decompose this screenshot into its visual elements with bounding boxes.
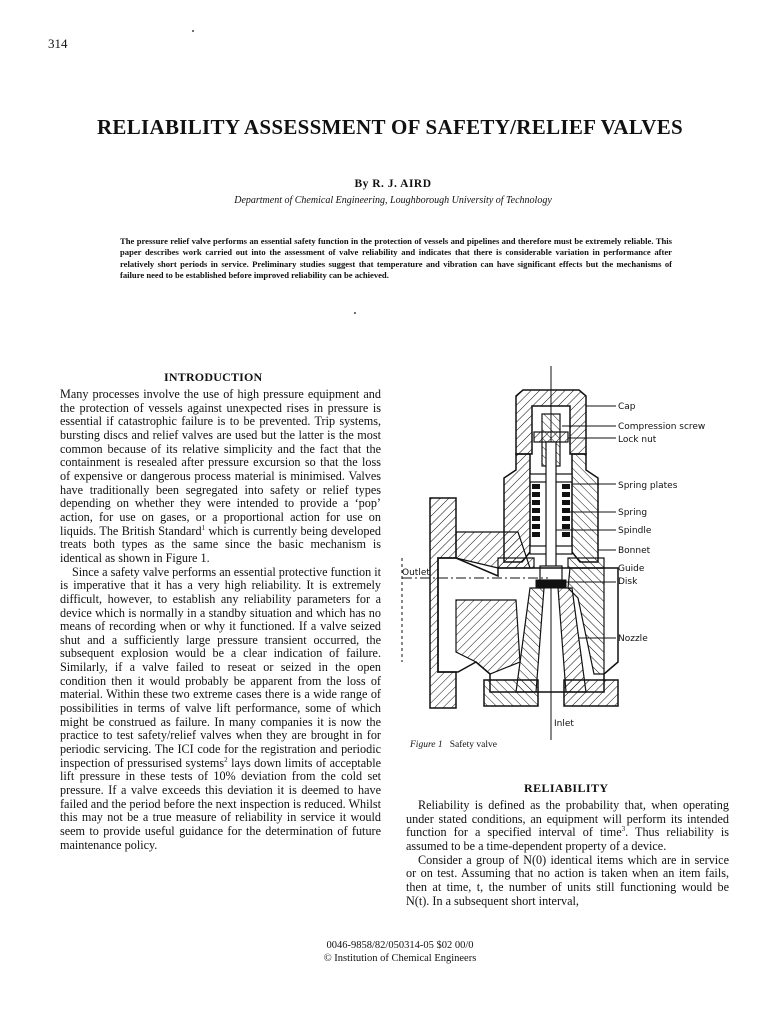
nozzle-shape [516, 588, 544, 692]
label-inlet: Inlet [554, 719, 574, 729]
label-disk: Disk [618, 577, 638, 587]
disk-shape [536, 580, 566, 588]
scan-speck [192, 30, 194, 32]
reliability-heading: RELIABILITY [524, 781, 609, 795]
label-spring-plates: Spring plates [618, 481, 678, 491]
citation-2: 2 [224, 755, 228, 764]
abstract: The pressure relief valve performs an essential safety function in the protection of vessels and pipelines and therefore must be extremely reliable. This paper describes work carried out into the assessment of valve reliability and indicates that there is considerable variation in performance after relatively short periods in service. Preliminary studies suggest that temperature and vibration can have significant effects but the mechanisms of failure need to be established before improved reliability can be achieved. [120, 236, 672, 281]
right-column [406, 799, 729, 908]
citation-3: 3 [621, 825, 626, 834]
label-spring: Spring [618, 508, 648, 518]
author-line: By R. J. AIRD [354, 178, 432, 190]
bonnet-right-shape [572, 454, 598, 562]
footer-copyright: © Institution of Chemical Engineers [323, 953, 477, 964]
footer-code: 0046-9858/82/050314-05 $02 00/0 [326, 940, 474, 951]
reliability-paragraph-1: Reliability is defined as the probability that, when operating under stated conditions, an equipment will perform its intended function for a specified interval of time$^3$. Thus reliability is assumed to be a time-dependent property of a device. [406, 798, 729, 853]
label-guide: Guide [618, 564, 645, 574]
bonnet-flange-right [568, 558, 604, 568]
outlet-lower-wall [456, 600, 520, 674]
page-number: 314 [48, 36, 68, 51]
figure-caption-text: Safety valve [449, 740, 497, 750]
label-compression-screw: Compression screw [618, 422, 706, 432]
safety-valve-figure [398, 362, 728, 742]
label-outlet: Outlet [402, 568, 430, 578]
intro-paragraph-2: Since a safety valve performs an essential protective function it is imperative that it has a very high reliability. It is extremely difficult, however, to establish any reliability parameters for a device which is normally in a standby situation and which has no means of recording when or why it functioned. If a valve seized shut and a sufficiently large pressure transient occurred, the subsequent explosion would be a clear indication of failure. Similarly, if a valve failed to reseat or seized in the open condition then it would probably be apparent from the loss of material. Within these two extreme cases there is a wide range of possibilities in terms of valve lift performance, some of which might be construed as failure. In many companies it is now the practice to test safety/relief valves when they are brought in for periodic servicing. The ICI code for the registration and periodic inspection of pressurised systems$^2$ lays down limits of acceptable lift pressure in these tests of 10% deviation from the cold set pressure. If a valve exceeds this deviation it is deemed to have failed and the period before the next inspection is reduced. Whilst this may not be a true measure of reliability in service it would seem to provide useful guidance for the determination of future maintenance policy. [60, 564, 381, 852]
paper-title: RELIABILITY ASSESSMENT OF SAFETY/RELIEF VALVES [96, 115, 684, 139]
label-nozzle: Nozzle [618, 634, 648, 644]
figure-caption-number: Figure 1 [410, 740, 443, 750]
inlet-flange-left [484, 680, 538, 706]
label-spindle: Spindle [618, 526, 652, 536]
label-lock-nut: Lock nut [618, 435, 657, 445]
label-bonnet: Bonnet [618, 546, 651, 556]
spindle-shape [546, 442, 556, 570]
inlet-flange-right [564, 680, 618, 706]
scan-speck [354, 312, 356, 314]
intro-paragraph-1: Many processes involve the use of high pressure equipment and the protection of vessels against unexpected rises in pressure is essential if catastrophic failure is to be prevented. Trip systems, bursting discs and relief valves are used but the latter is the most common because of its relative simplicity and the fact that the containment is resealed after pressure excursion so that the loss of expensive or dangerous process material is minimised. Valves have traditionally been segregated into safety or relief types depending on whether they were intended to provide a ‘pop’ action, for use on gases, or a proportional action for use on liquids. The British Standard$^1$ which is currently being developed treats both types as the same since the basic mechanism is identical as shown in Figure 1. [60, 387, 381, 565]
left-column [60, 388, 381, 852]
introduction-heading: INTRODUCTION [164, 370, 263, 384]
citation-1: 1 [201, 523, 206, 532]
label-cap: Cap [618, 402, 636, 412]
reliability-paragraph-2: Consider a group of N(0) identical items which are in service or on test. Assuming that no action is taken when an item fails, then at time, t, the number of units still functioning would be N(t). In a subsequent short interval, [406, 852, 729, 908]
outlet-flange-shape [430, 498, 456, 708]
figure-caption [410, 740, 497, 750]
lock-nut-shape [534, 432, 568, 442]
affiliation-line: Department of Chemical Engineering, Loughborough University of Technology [234, 195, 552, 206]
